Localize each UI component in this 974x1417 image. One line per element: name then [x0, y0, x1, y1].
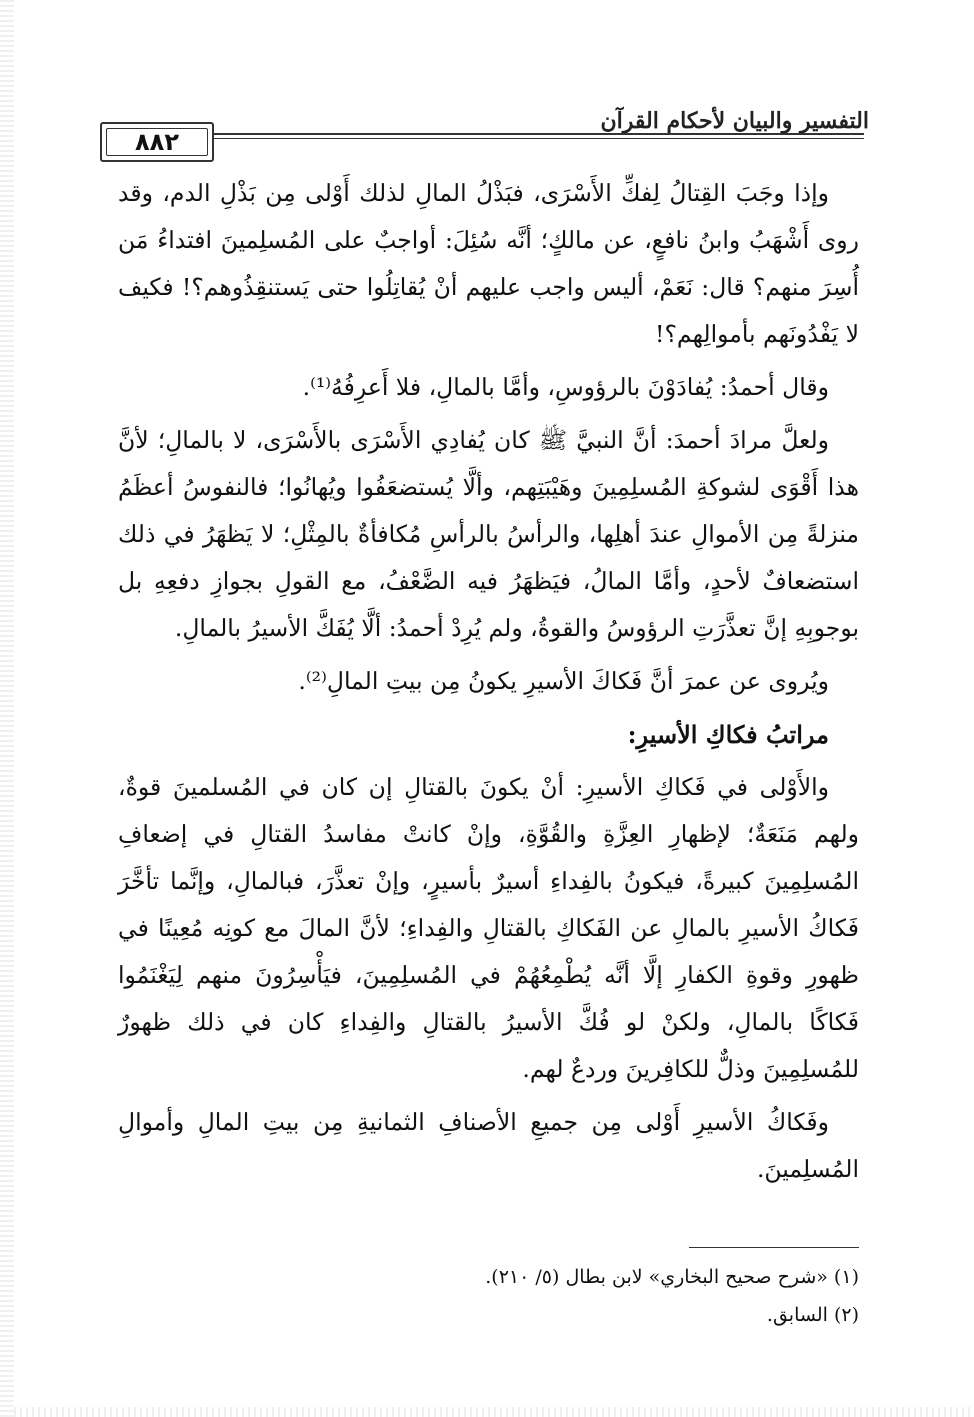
paragraph-5: والأَوْلى في فَكاكِ الأسيرِ: أنْ يكونَ بالقتالِ إن كان في المُسلمينَ قوةٌ، ولهم مَنَعَةٌ؛ لإظهارِ العِزَّةِ والقُوَّةِ، وإنْ كانتْ مفاسدُ القتالِ في إضعافِ المُسلِمِينَ كبيرةً، فيكونُ بالفِداءِ أسيرٌ بأسيرٍ، وإنْ تعذَّرَ، فبالمالِ، وإنَّما تأخَّرَ فَكاكُ الأسيرِ بالمالِ عن الفَكاكِ بالقتالِ والفِداءِ؛ لأنَّ المالَ مع كونِه مُعِينًا في ظهورِ وقوةِ الكفارِ إلَّا أنَّه يُطْمِعُهُمْ في المُسلِمِينَ، فيَأْسِرُونَ منهم لِيَغْنَمُوا فَكاكًا بالمالِ، ولكنْ لو فُكَّ الأسيرُ بالقتالِ والفِداءِ كان في ذلك ظهورٌ للمُسلِمِينَ وذلٌّ للكافِرينَ وردعٌ لهم.: [118, 773, 859, 1083]
footnote-2: (٢) السابق.: [766, 1304, 859, 1326]
paragraph-4: ويُروى عن عمرَ أنَّ فَكاكَ الأسيرِ يكونُ مِن بيتِ المالِ⁽²⁾.: [298, 667, 829, 695]
scan-edge-bottom: [14, 1407, 974, 1417]
paragraph-6: وفَكاكُ الأسيرِ أَوْلى مِن جميعِ الأصنافِ الثمانيةِ مِن بيتِ المالِ وأموالِ المُسلِمينَ.: [118, 1108, 859, 1183]
footnote-separator: [689, 1247, 859, 1248]
header-rule-thin: [150, 138, 864, 139]
section-heading: مراتبُ فكاكِ الأسيرِ:: [627, 720, 829, 749]
paragraph-2: وقال أحمدُ: يُفادَوْنَ بالرؤوسِ، وأمَّا بالمالِ، فلا أَعرِفُهُ⁽¹⁾.: [302, 373, 829, 401]
running-title: التفسير والبيان لأحكام القرآن: [600, 108, 869, 134]
footnote-1: (١) «شرح صحيح البخاري» لابن بطال (٥/ ٢١٠).: [485, 1266, 859, 1288]
scan-edge-left: [0, 0, 14, 1417]
page-number: ٨٨٢: [100, 122, 214, 162]
footnotes: [118, 1258, 859, 1334]
main-text: [118, 170, 859, 1199]
header-rule: [150, 133, 864, 135]
paragraph-1: وإذا وجَبَ القِتالُ لِفكِّ الأَسْرَى، فبَذْلُ المالِ لذلك أَوْلى مِن بَذْلِ الدم، وقد روى أَشْهَبُ وابنُ نافعٍ، عن مالكٍ؛ أنَّه سُئِلَ: أواجبٌ على المُسلِمينَ افتداءُ مَن أُسِرَ منهم؟ قال: نَعَمْ، أليس واجب عليهم أنْ يُقاتِلُوا حتى يَستنقِذُوهم؟! فكيف لا يَفْدُونَهم بأموالِهم؟!: [118, 179, 859, 348]
paragraph-3: ولعلَّ مرادَ أحمدَ: أنَّ النبيَّ ﷺ كان يُفادِي الأَسْرَى بالأَسْرَى، لا بالمالِ؛ لأنَّ هذا أَقْوَى لشوكةِ المُسلِمِينَ وهَيْبَتِهم، وألَّا يُستضعَفُوا ويُهانُوا؛ فالنفوسُ أعظَمُ منزلةً مِن الأموالِ عندَ أهلِها، والرأسُ بالرأسِ مُكافأةٌ بالمِثْلِ؛ لا يَظهَرُ في ذلك استضعافٌ لأحدٍ، وأمَّا المالُ، فيَظهَرُ فيه الضَّعْفُ، مع القولِ بجوازِ دفعِهِ بل بوجوبِهِ إنَّ تعذَّرَتِ الرؤوسُ والقوةُ، ولم يُرِدْ أحمدُ: ألَّا يُفَكَّ الأسيرُ بالمالِ.: [118, 426, 859, 642]
